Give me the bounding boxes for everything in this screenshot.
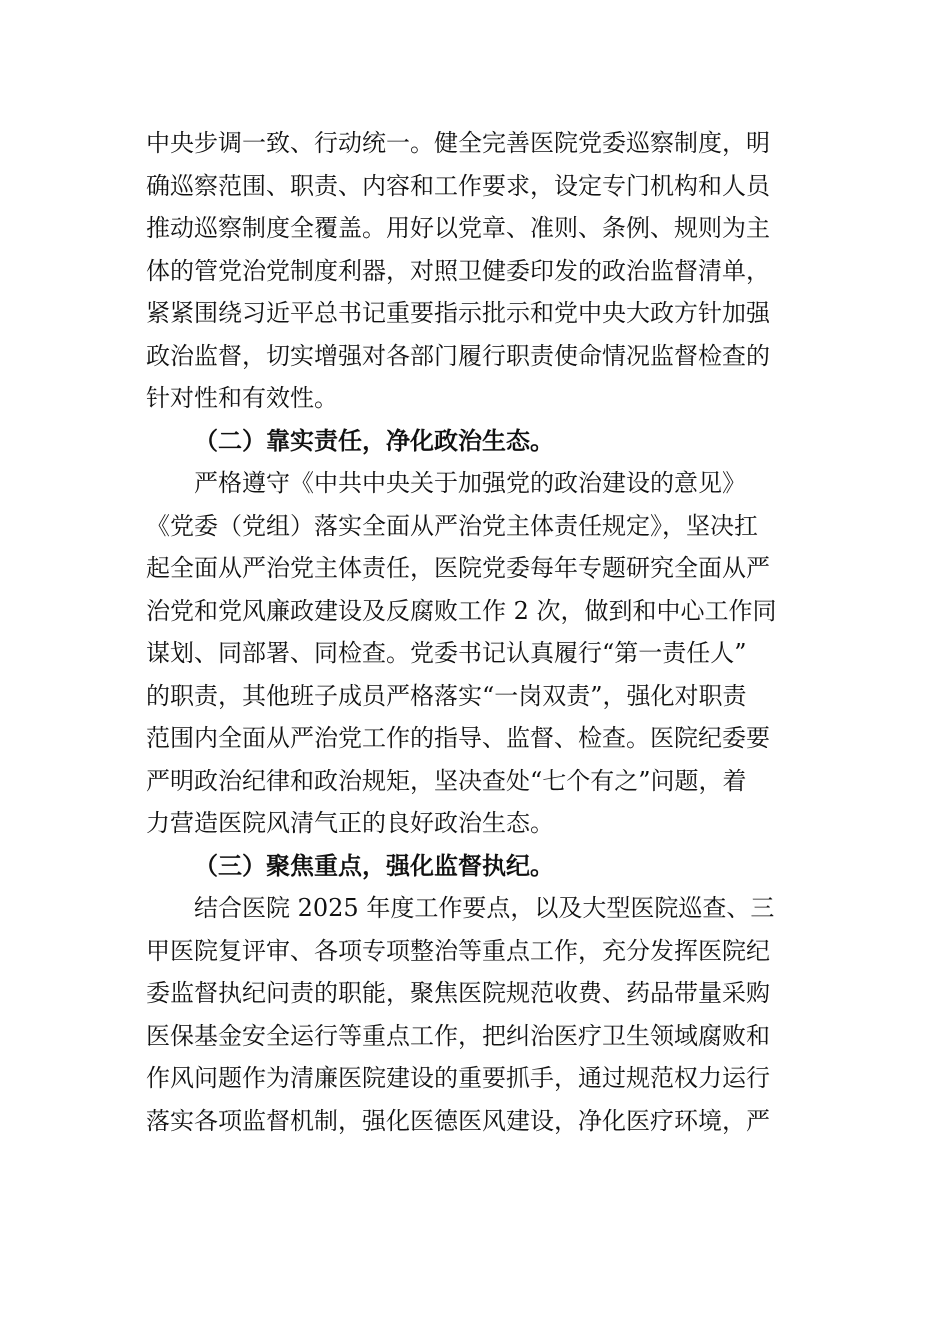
- text-line: 起全面从严治党主体责任，医院党委每年专题研究全面从严: [146, 554, 770, 582]
- text-line: 力营造医院风清气正的良好政治生态。: [146, 809, 554, 837]
- text-line: 作风问题作为清廉医院建设的重要抓手，通过规范权力运行: [146, 1064, 770, 1092]
- section-heading: （三）聚焦重点，强化监督执纪。: [194, 850, 554, 880]
- section-heading: （二）靠实责任，净化政治生态。: [194, 425, 554, 455]
- text-line: 紧紧围绕习近平总书记重要指示批示和党中央大政方针加强: [146, 299, 770, 327]
- text-line: 体的管党治党制度利器，对照卫健委印发的政治监督清单，: [146, 256, 770, 285]
- text-line: 推动巡察制度全覆盖。用好以党章、准则、条例、规则为主: [146, 214, 770, 242]
- text-line: 结合医院 2025 年度工作要点，以及大型医院巡查、三: [146, 894, 775, 922]
- text-line: 治党和党风廉政建设及反腐败工作 2 次，做到和中心工作同: [146, 596, 777, 625]
- text-line: 中央步调一致、行动统一。健全完善医院党委巡察制度，明: [146, 129, 770, 157]
- document-body: [146, 122, 808, 1142]
- text-line: 严格遵守《中共中央关于加强党的政治建设的意见》: [146, 469, 746, 497]
- text-line: 落实各项监督机制，强化医德医风建设，净化医疗环境，严: [146, 1106, 770, 1135]
- text-line: 甲医院复评审、各项专项整治等重点工作，充分发挥医院纪: [146, 936, 770, 965]
- text-line: 范围内全面从严治党工作的指导、监督、检查。医院纪委要: [146, 724, 770, 752]
- text-line: 的职责，其他班子成员严格落实“一岗双责”，强化对职责: [146, 681, 747, 710]
- text-line: 委监督执纪问责的职能，聚焦医院规范收费、药品带量采购: [146, 979, 770, 1007]
- text-line: 政治监督，切实增强对各部门履行职责使命情况监督检查的: [146, 341, 770, 370]
- text-line: 严明政治纪律和政治规矩，坚决查处“七个有之”问题，着: [146, 766, 747, 795]
- text-line: 确巡察范围、职责、内容和工作要求，设定专门机构和人员: [146, 171, 770, 200]
- text-line: 针对性和有效性。: [146, 384, 338, 412]
- text-line: 《党委（党组）落实全面从严治党主体责任规定》，坚决扛: [146, 511, 758, 540]
- text-line: 谋划、同部署、同检查。党委书记认真履行“第一责任人”: [146, 639, 747, 667]
- text-line: 医保基金安全运行等重点工作，把纠治医疗卫生领域腐败和: [146, 1021, 770, 1050]
